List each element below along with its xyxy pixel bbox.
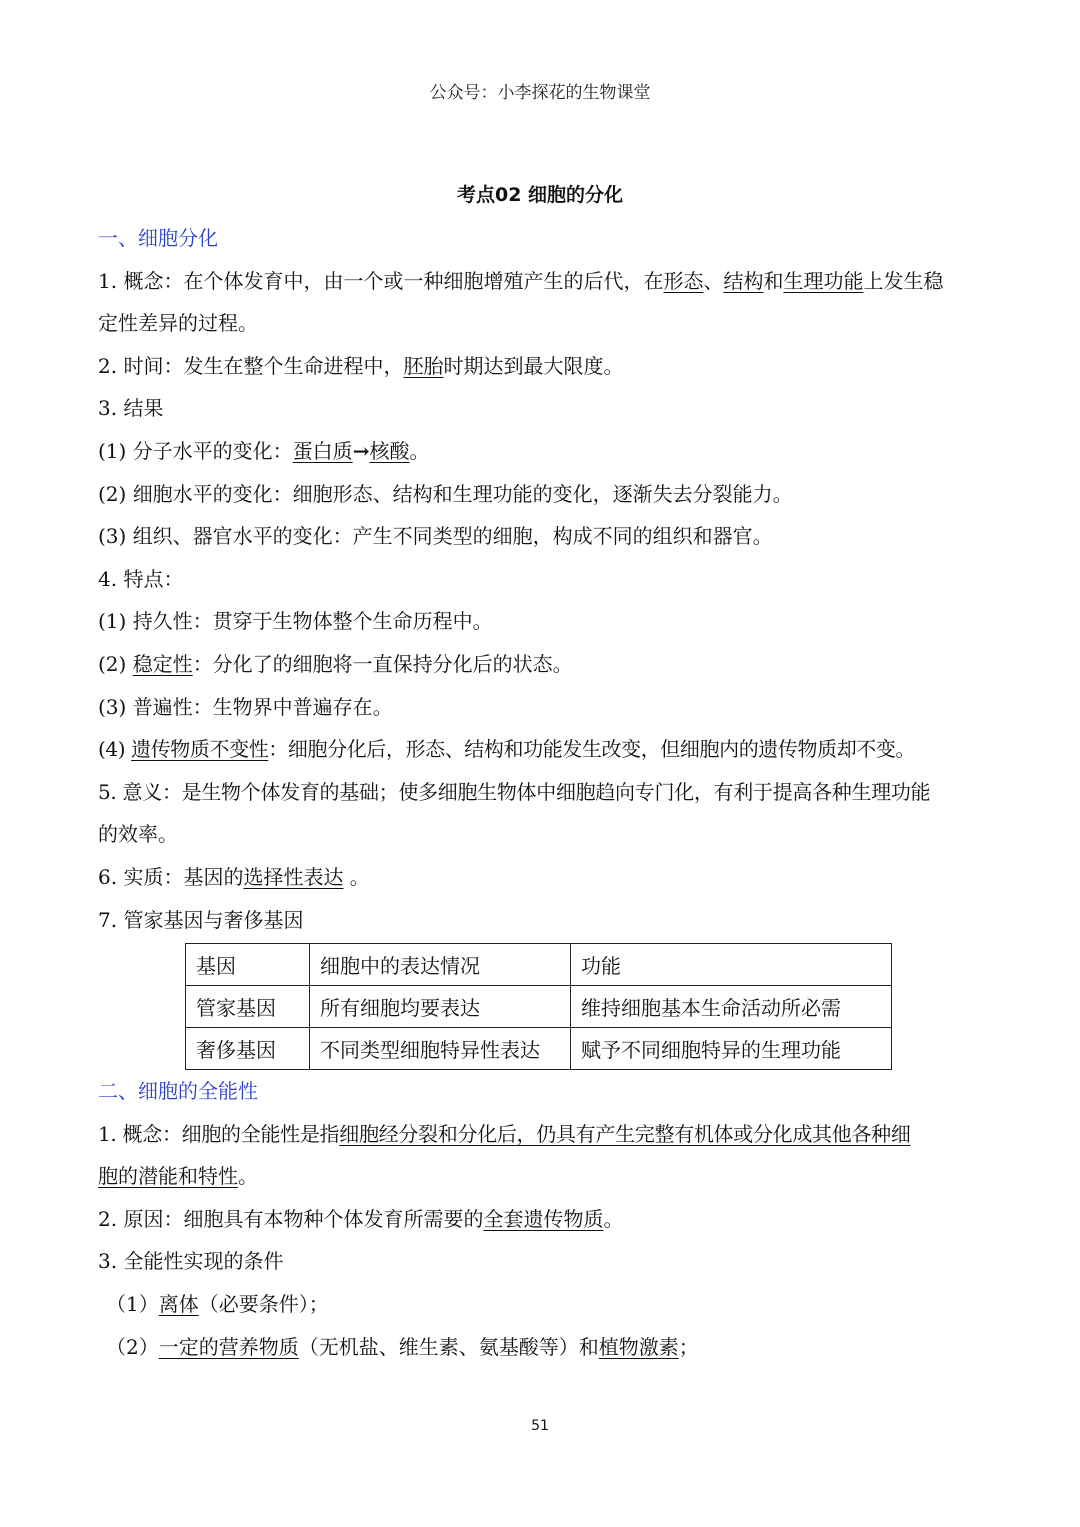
page-header: 公众号：小李探花的生物课堂 — [429, 83, 651, 103]
table-cell: 奢侈基因 — [186, 1028, 310, 1070]
cause-line: 2. 原因：细胞具有本物种个体发育所需要的全套遗传物质。 — [98, 1206, 624, 1231]
totipotency-concept-line-cont: 胞的潜能和特性。 — [98, 1164, 258, 1189]
table-header-cell: 功能 — [571, 944, 892, 986]
doc-title: 考点02 细胞的分化 — [456, 184, 624, 206]
page-number: 51 — [531, 1418, 549, 1434]
condition-2: （2）一定的营养物质（无机盐、维生素、氨基酸等）和植物激素； — [106, 1334, 699, 1359]
feature-universality: (3) 普遍性：生物界中普遍存在。 — [98, 694, 393, 719]
table-cell: 维持细胞基本生命活动所必需 — [571, 986, 892, 1028]
table-cell: 管家基因 — [186, 986, 310, 1028]
time-line: 2. 时间：发生在整个生命进程中，胚胎时期达到最大限度。 — [98, 353, 624, 378]
table-row — [186, 1028, 892, 1070]
table-header-row — [186, 944, 892, 986]
table-cell: 不同类型细胞特异性表达 — [310, 1028, 571, 1070]
concept-line: 1. 概念：在个体发育中，由一个或一种细胞增殖产生的后代，在形态、结构和生理功能上发生稳 — [98, 268, 944, 293]
arrow-icon: → — [352, 438, 370, 463]
essence-line: 6. 实质：基因的选择性表达 。 — [98, 864, 370, 889]
table-header-cell: 细胞中的表达情况 — [310, 944, 571, 986]
cell-level-line: (2) 细胞水平的变化：细胞形态、结构和生理功能的变化，逐渐失去分裂能力。 — [98, 481, 793, 506]
content — [98, 217, 988, 1368]
feature-stability: (2) 稳定性：分化了的细胞将一直保持分化后的状态。 — [98, 651, 573, 676]
significance-line: 5. 意义：是生物个体发育的基础；使多细胞生物体中细胞趋向专门化，有利于提高各种生理功能 — [98, 779, 931, 804]
table-row — [186, 986, 892, 1028]
totipotency-concept-line: 1. 概念：细胞的全能性是指细胞经分裂和分化后，仍具有产生完整有机体或分化成其他各种细 — [98, 1121, 911, 1146]
significance-line-cont: 的效率。 — [98, 822, 178, 847]
section2-heading: 二、细胞的全能性 — [98, 1079, 258, 1104]
gene-table — [185, 943, 892, 1070]
table-cell: 所有细胞均要表达 — [310, 986, 571, 1028]
molecular-level-line: (1) 分子水平的变化：蛋白质→核酸。 — [98, 438, 430, 463]
gene-types-heading: 7. 管家基因与奢侈基因 — [98, 907, 304, 932]
condition-1: （1）离体（必要条件）； — [106, 1292, 329, 1317]
section1-heading: 一、细胞分化 — [98, 226, 218, 250]
features-heading: 4. 特点： — [98, 566, 184, 591]
table-header-cell: 基因 — [186, 944, 310, 986]
feature-persistence: (1) 持久性：贯穿于生物体整个生命历程中。 — [98, 609, 493, 634]
result-heading: 3. 结果 — [98, 396, 164, 421]
concept-line-cont: 定性差异的过程。 — [98, 311, 258, 336]
tissue-level-line: (3) 组织、器官水平的变化：产生不同类型的细胞，构成不同的组织和器官。 — [98, 524, 773, 549]
table-cell: 赋予不同细胞特异的生理功能 — [571, 1028, 892, 1070]
conditions-heading: 3. 全能性实现的条件 — [98, 1249, 284, 1274]
feature-genetic-invariance: (4) 遗传物质不变性：细胞分化后，形态、结构和功能发生改变，但细胞内的遗传物质却不变。 — [98, 737, 916, 762]
